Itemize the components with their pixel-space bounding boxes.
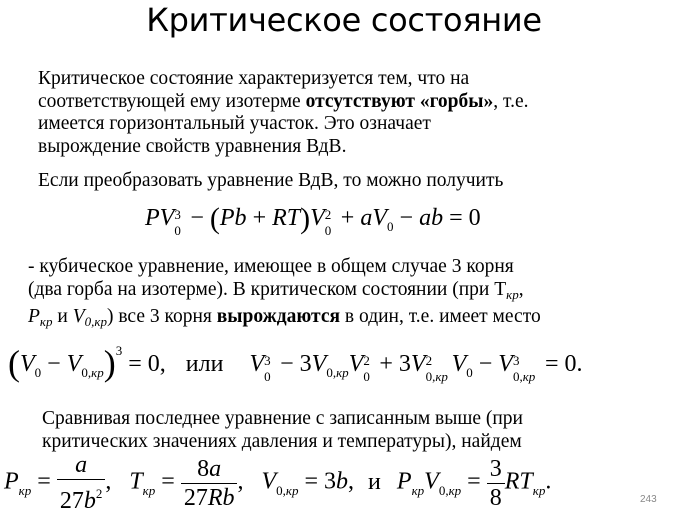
equation-critical-parameters: $P_{кр}$ = $\frac{a}{27b^2}$ , $T_{кр}$ = $\frac{8a}{27Rb}$ , $V_{0,кр} = 3b$, и $P_{кр}V_{0,кр}$ = $\frac{3}{8}$ $RT_{кр}$. — [4, 452, 552, 514]
bold-word-degenerate: вырождаются — [216, 306, 341, 327]
page-number: 243 — [640, 494, 657, 505]
word-or: или — [185, 351, 224, 377]
intro-line-4: вырождение свойств уравнения ВдВ. — [38, 135, 347, 157]
paragraph-transform: Если преобразовать уравнение ВдВ, то можно получить — [38, 170, 504, 191]
paragraph-intro — [38, 68, 678, 158]
bold-phrase-no-humps: отсутствуют «горбы» — [305, 90, 494, 112]
word-and: и — [368, 468, 381, 495]
comparison-line-2: критических значениях давления и температуры), найдем — [42, 430, 522, 452]
cubic-line-3: $P_{кр}$ и $V_{0,кр}$) все 3 корня вырождаются в один, т.е. имеет место — [28, 306, 541, 329]
paragraph-comparison — [42, 408, 682, 453]
equation-cubic: PV 3 0 − (Pb + RT)V 2 0 + $aV_0$ − ab = 0 — [145, 202, 481, 238]
intro-line-3: имеется горизонтальный участок. Это означает — [38, 113, 431, 134]
equation-degenerate: $(V_0 - V_{0,кр})^3 = 0$, или V 3 0 − $3V_{0,кр}V$ 2 0 + 3V 2 0,кр $V_0 - V$ 3 0,кр = 0. — [8, 343, 583, 384]
intro-line-1: Критическое состояние характеризуется тем, что на — [38, 68, 470, 89]
comparison-line-1: Сравнивая последнее уравнение с записанным выше (при — [42, 408, 523, 429]
paragraph-cubic-explanation — [28, 256, 688, 334]
fraction-three-eighths: $\frac{3}{8}$ — [487, 455, 505, 512]
fraction-tkr: $\frac{8a}{27Rb}$ — [181, 455, 238, 512]
cubic-line-2: (два горба на изотерме). В критическом состоянии (при $T_{кр}$, — [28, 278, 524, 302]
fraction-pkr: $\frac{a}{27b^2}$ — [57, 451, 106, 515]
cubic-line-1: - кубическое уравнение, имеющее в общем случае 3 корня — [28, 256, 514, 277]
slide-title: Критическое состояние — [146, 1, 542, 39]
intro-line-2: соответствующей ему изотерме отсутствуют «горбы», т.е. — [38, 90, 529, 112]
